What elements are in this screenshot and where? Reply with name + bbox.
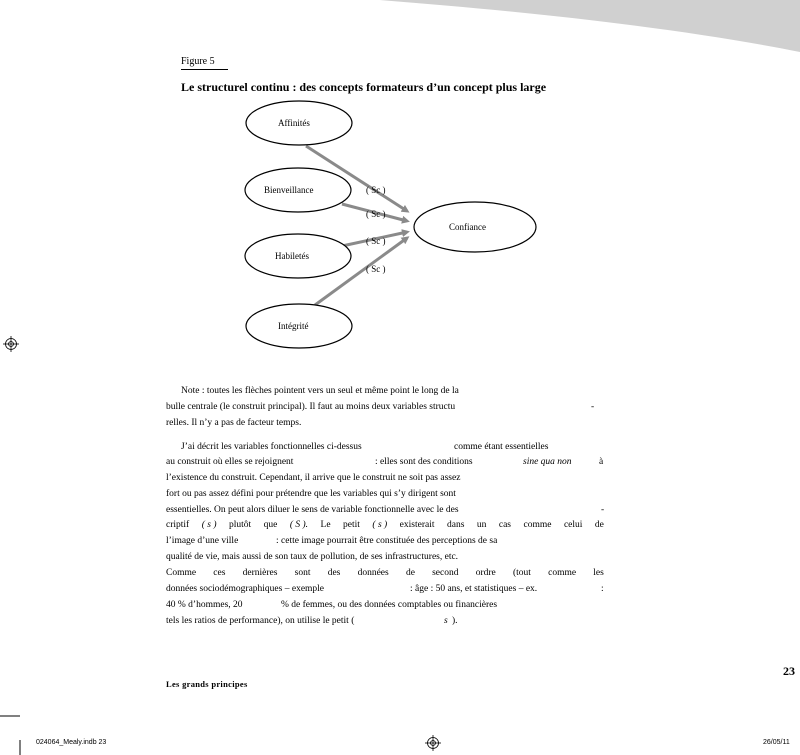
para2-line-2a: données sociodémographiques – exemple — [166, 584, 325, 594]
word: (tout — [512, 568, 531, 578]
para1-line-7a: l’image d’une ville — [166, 536, 239, 546]
note-line-2-dash: - — [591, 402, 595, 412]
note-line-3: relles. Il n’y a pas de facteur temps. — [166, 418, 302, 428]
para2-line-2b: : âge : 50 ans, et statistiques – ex. — [410, 584, 538, 594]
para1-line-2c: sine qua non — [523, 457, 572, 467]
node-integrite-label: Intégrité — [278, 321, 309, 331]
node-bienveillance-label: Bienveillance — [264, 185, 314, 195]
running-title: Les grands principes — [166, 679, 248, 689]
arrow-label: ( Sc ) — [366, 209, 386, 219]
word: ( s ) — [372, 520, 388, 530]
word: des — [327, 568, 341, 578]
word: ( S ). — [289, 520, 309, 530]
word: de — [405, 568, 415, 578]
word: données — [357, 568, 389, 578]
para1-line-5-dash: - — [601, 505, 605, 515]
word: que — [263, 520, 278, 530]
node-confiance-label: Confiance — [449, 222, 486, 232]
word: comme — [523, 520, 552, 530]
figure-label: Figure 5 — [181, 56, 228, 70]
word: les — [593, 568, 604, 578]
slug-file: 024064_Mealy.indb 23 — [36, 739, 107, 746]
para1-line-8: qualité de vie, mais aussi de son taux de pollution, de ses infrastructures, etc. — [166, 552, 459, 562]
word: ( s ) — [201, 520, 217, 530]
word: dernières — [242, 568, 278, 578]
para1-line-5: essentielles. On peut alors diluer le sens de variable fonctionnelle avec le des — [166, 505, 459, 515]
page-number: 23 — [783, 664, 795, 678]
node-habiletes-label: Habiletés — [275, 251, 309, 261]
para1-line-2b: : elles sont des conditions — [375, 457, 473, 467]
word: comme — [548, 568, 577, 578]
para2-line-4b: s — [444, 616, 448, 626]
word: dans — [446, 520, 465, 530]
registration-target-icon — [425, 735, 441, 751]
registration-target-icon — [3, 336, 19, 352]
para1-line-2d: à — [599, 457, 604, 467]
para1-line-1a: J’ai décrit les variables fonctionnelles ci-dessus — [181, 442, 362, 452]
note-line-2: bulle centrale (le construit principal). Il faut au moins deux variables structu — [166, 402, 456, 412]
para1-line-3: l’existence du construit. Cependant, il arrive que le construit ne soit pas assez — [166, 473, 461, 483]
word: de — [594, 520, 604, 530]
word: ordre — [475, 568, 496, 578]
figure-title: Le structurel continu : des concepts formateurs d’un concept plus large — [181, 80, 547, 94]
para2-line-3a: 40 % d’hommes, 20 — [166, 600, 243, 610]
word: criptif — [166, 520, 190, 530]
para2-line-4a: tels les ratios de performance), on utilise le petit ( — [166, 616, 355, 626]
para2-line-4c: ). — [452, 616, 458, 626]
word: un — [476, 520, 487, 530]
word: cas — [498, 520, 512, 530]
word: Le — [320, 520, 331, 530]
word: ces — [213, 568, 226, 578]
para2-line-2c: : — [601, 584, 604, 594]
word: existerait — [399, 520, 435, 530]
arrow-label: ( Sc ) — [366, 236, 386, 246]
node-affinites-label: Affinités — [278, 118, 310, 128]
arrow-label: ( Sc ) — [366, 185, 386, 195]
para1-line-7b: : cette image pourrait être constituée des perceptions de sa — [276, 536, 498, 546]
para1-line-1b: comme étant essentielles — [454, 442, 549, 452]
word: plutôt — [228, 520, 252, 530]
para1-line-2a: au construit où elles se rejoignent — [166, 457, 294, 467]
word: celui — [563, 520, 583, 530]
word: second — [432, 568, 459, 578]
note-line-1: Note : toutes les flèches pointent vers un seul et même point le long de la — [181, 386, 459, 396]
word: Comme — [166, 568, 197, 578]
para2-line-3b: % de femmes, ou des données comptables ou financières — [281, 600, 498, 610]
slug-date: 26/05/11 — [763, 739, 790, 746]
arrow-label: ( Sc ) — [366, 264, 386, 274]
para1-line-4: fort ou pas assez défini pour prétendre que les variables qui s’y dirigent sont — [166, 489, 456, 499]
word: sont — [294, 568, 311, 578]
word: petit — [343, 520, 360, 530]
